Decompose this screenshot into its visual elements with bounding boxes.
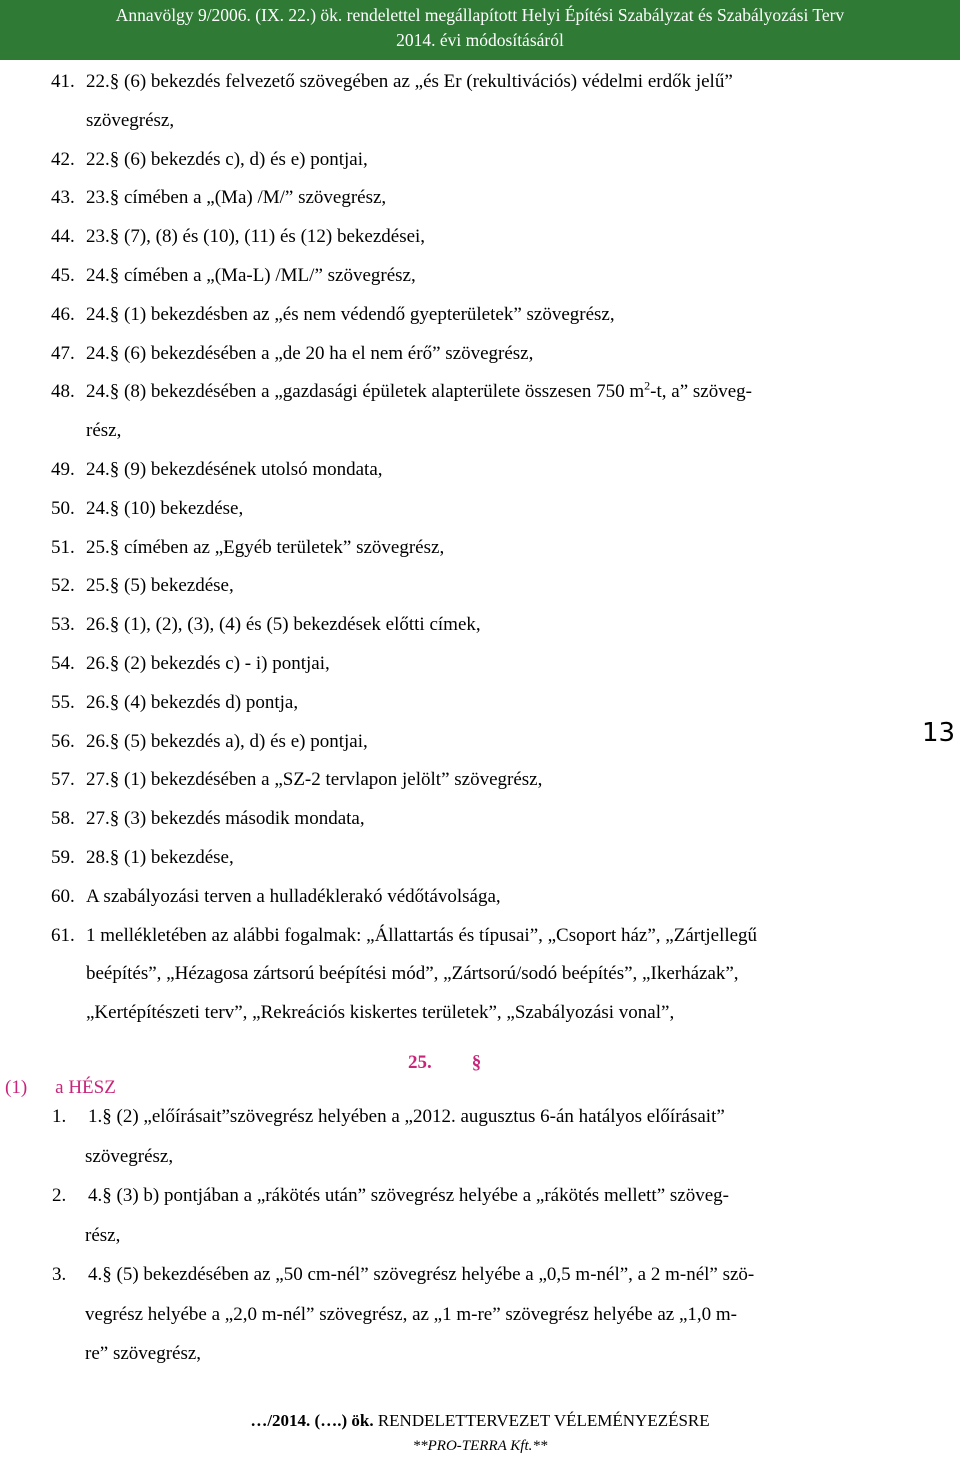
item-text: 1.§ (2) „előírásait”szövegrész helyében a „2012. augusztus 6-án hatályos előírásait” bbox=[88, 1106, 725, 1127]
item-text: 26.§ (5) bekezdés a), d) és e) pontjai, bbox=[86, 730, 368, 752]
item-text: 28.§ (1) bekezdése, bbox=[86, 847, 234, 868]
item-number: 47. bbox=[51, 342, 75, 364]
subsection-number: (1) bbox=[5, 1077, 28, 1098]
item-number: 61. bbox=[51, 924, 75, 946]
list-item-continuation: re” szövegrész, bbox=[85, 1343, 202, 1364]
item-text: 23.§ (7), (8) és (10), (11) és (12) bekezdései, bbox=[86, 226, 426, 248]
item-text-tail: -t, a” szöveg- bbox=[650, 381, 752, 403]
item-number: 51. bbox=[51, 536, 75, 558]
item-text: 22.§ (6) bekezdés c), d) és e) pontjai, bbox=[86, 148, 368, 170]
item-text: 25.§ címében az „Egyéb területek” szövegrész, bbox=[86, 536, 445, 558]
item-number: 52. bbox=[51, 575, 75, 597]
document-header bbox=[0, 0, 960, 60]
list-item-continuation: szövegrész, bbox=[85, 1145, 174, 1167]
item-number: 48. bbox=[51, 381, 75, 403]
item-number: 50. bbox=[51, 497, 75, 519]
item-text: A szabályozási terven a hulladéklerakó védőtávolsága, bbox=[86, 885, 501, 907]
item-number: 43. bbox=[51, 187, 75, 209]
header-title: Annavölgy 9/2006. (IX. 22.) ök. rendelettel megállapított Helyi Építési Szabályzat és Szabályozási Terv bbox=[115, 5, 845, 25]
footer-status: RENDELETTERVEZET VÉLEMÉNYEZÉSRE bbox=[373, 1411, 710, 1430]
section-heading bbox=[408, 1052, 481, 1074]
item-text: 1 mellékletében az alábbi fogalmak: „Állattartás és típusai”, „Csoport ház”, „Zártjellegű bbox=[86, 924, 758, 946]
item-text: 24.§ (6) bekezdésében a „de 20 ha el nem érő” szövegrész, bbox=[86, 342, 534, 364]
item-text: 24.§ (8) bekezdésében a „gazdasági épületek alapterülete összesen 750 m bbox=[86, 381, 645, 403]
item-text: 4.§ (5) bekezdésében az „50 cm-nél” szövegrész helyébe a „0,5 m-nél”, a 2 m-nél” szö- bbox=[88, 1264, 755, 1285]
footer-decree-ref: …/2014. (….) ök. bbox=[250, 1411, 374, 1430]
item-number: 2. bbox=[52, 1185, 67, 1206]
item-number: 55. bbox=[51, 691, 75, 713]
item-number: 41. bbox=[51, 71, 75, 92]
item-number: 53. bbox=[51, 614, 75, 636]
list-item-continuation: vegrész helyébe a „2,0 m-nél” szövegrész, az „1 m-re” szövegrész helyébe az „1,0 m- bbox=[85, 1303, 737, 1325]
list-item-continuation: rész, bbox=[86, 420, 122, 442]
item-text: 26.§ (4) bekezdés d) pontja, bbox=[86, 691, 299, 713]
item-number: 45. bbox=[51, 265, 75, 286]
item-number: 54. bbox=[51, 653, 75, 674]
header-subtitle: 2014. évi módosításáról bbox=[396, 30, 564, 50]
footer-line bbox=[0, 1411, 960, 1431]
footer-company: **PRO-TERRA Kft.** bbox=[412, 1438, 548, 1454]
item-number: 3. bbox=[52, 1264, 67, 1285]
item-text: 4.§ (3) b) pontjában a „rákötés után” szövegrész helyébe a „rákötés mellett” szöveg- bbox=[88, 1185, 729, 1206]
list-item-continuation: szövegrész, bbox=[86, 109, 175, 131]
section-number: 25. bbox=[408, 1052, 432, 1073]
item-number: 44. bbox=[51, 226, 75, 248]
superscript: 2 bbox=[644, 379, 651, 394]
item-text: 23.§ címében a „(Ma) /M/” szövegrész, bbox=[86, 187, 387, 209]
item-number: 1. bbox=[52, 1106, 67, 1127]
list-item-continuation: „Kertépítészeti terv”, „Rekreációs kiskertes területek”, „Szabályozási vonal”, bbox=[86, 1002, 675, 1024]
item-text: 26.§ (1), (2), (3), (4) és (5) bekezdések előtti címek, bbox=[86, 614, 481, 636]
section-symbol: § bbox=[471, 1052, 482, 1073]
item-number: 57. bbox=[51, 769, 75, 791]
item-text: 24.§ címében a „(Ma-L) /ML/” szövegrész, bbox=[86, 265, 416, 286]
item-text: 24.§ (9) bekezdésének utolsó mondata, bbox=[86, 459, 383, 480]
item-number: 46. bbox=[51, 303, 75, 325]
item-text: 22.§ (6) bekezdés felvezető szövegében az „és Er (rekultivációs) védelmi erdők jelű” bbox=[86, 71, 733, 92]
item-number: 49. bbox=[51, 459, 75, 480]
item-number: 58. bbox=[51, 808, 75, 830]
item-text: 25.§ (5) bekezdése, bbox=[86, 575, 234, 597]
list-item-continuation: beépítés”, „Hézagosa zártsorú beépítési mód”, „Zártsorú/sodó beépítés”, „Ikerházak”, bbox=[86, 963, 739, 985]
subsection-text: a HÉSZ bbox=[55, 1077, 116, 1098]
page-number: 13 bbox=[922, 718, 956, 748]
item-text: 27.§ (3) bekezdés második mondata, bbox=[86, 808, 365, 830]
item-number: 59. bbox=[51, 847, 75, 868]
item-number: 56. bbox=[51, 730, 75, 752]
item-text-line bbox=[86, 381, 752, 403]
item-text: 27.§ (1) bekezdésében a „SZ-2 tervlapon jelölt” szövegrész, bbox=[86, 769, 543, 791]
item-number: 60. bbox=[51, 885, 75, 907]
item-text: 24.§ (1) bekezdésben az „és nem védendő gyepterületek” szövegrész, bbox=[86, 303, 615, 325]
item-text: 26.§ (2) bekezdés c) - i) pontjai, bbox=[86, 653, 330, 674]
subsection-heading bbox=[5, 1077, 116, 1099]
item-number: 42. bbox=[51, 148, 75, 170]
list-item-continuation: rész, bbox=[85, 1224, 121, 1246]
item-text: 24.§ (10) bekezdése, bbox=[86, 497, 244, 519]
